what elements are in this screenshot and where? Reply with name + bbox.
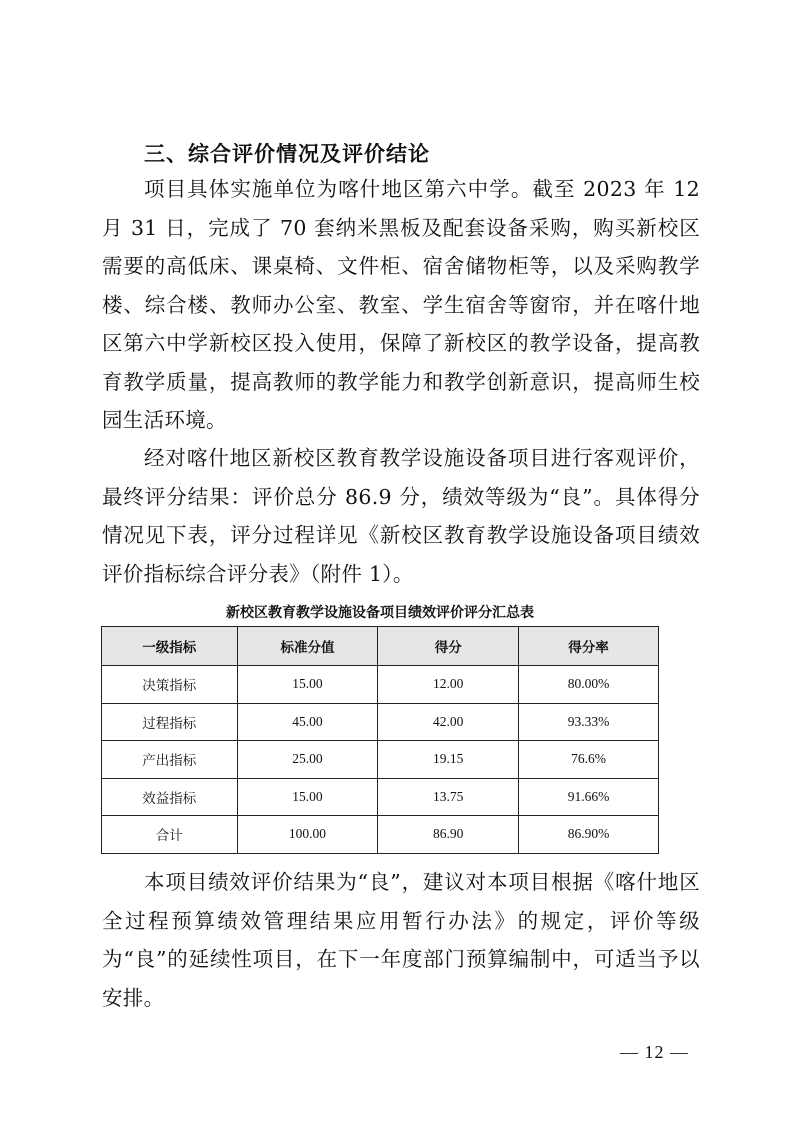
cell-score-rate: 86.90% <box>519 816 659 854</box>
paragraph-project-implementation: 项目具体实施单位为喀什地区第六中学。截至 2023 年 12 月 31 日，完成了 70 套纳米黑板及配套设备采购，购买新校区需要的高低床、课桌椅、文件柜、宿舍储物柜等，以及采购教学楼、综合楼、教师办公室、教室、学生宿舍等窗帘，并在喀什地区第六中学新校区投入使用，保障了新校区的教学设备，提高教育教学质量，提高教师的教学能力和教学创新意识，提高师生校园生活环境。 <box>102 177 700 432</box>
page-number: — 12 — <box>620 1042 689 1062</box>
cell-standard-score: 100.00 <box>237 816 378 854</box>
cell-indicator: 产出指标 <box>102 741 238 779</box>
header-score-rate: 得分率 <box>519 627 659 666</box>
cell-indicator: 过程指标 <box>102 703 238 741</box>
cell-score-rate: 76.6% <box>519 741 659 779</box>
cell-score-rate: 93.33% <box>519 703 659 741</box>
table-row <box>102 666 659 704</box>
cell-indicator: 效益指标 <box>102 778 238 816</box>
header-standard-score: 标准分值 <box>237 627 378 666</box>
header-score: 得分 <box>378 627 519 666</box>
score-summary-table <box>101 626 659 854</box>
paragraph-evaluation-result: 经对喀什地区新校区教育教学设施设备项目进行客观评价，最终评分结果：评价总分 86.9 分，绩效等级为“良”。具体得分情况见下表，评分过程详见《新校区教育教学设施设备项目绩效评价指标综合评分表》（附件 1）。 <box>102 446 700 586</box>
table-row <box>102 741 659 779</box>
cell-score: 86.90 <box>378 816 519 854</box>
section-heading: 三、综合评价情况及评价结论 <box>144 141 430 166</box>
cell-score: 13.75 <box>378 778 519 816</box>
cell-score-rate: 91.66% <box>519 778 659 816</box>
cell-score: 19.15 <box>378 741 519 779</box>
table-row <box>102 703 659 741</box>
cell-indicator: 合计 <box>102 816 238 854</box>
cell-standard-score: 25.00 <box>237 741 378 779</box>
paragraph-recommendation: 本项目绩效评价结果为“良”，建议对本项目根据《喀什地区全过程预算绩效管理结果应用暂行办法》的规定，评价等级为“良”的延续性项目，在下一年度部门预算编制中，可适当予以安排。 <box>102 870 700 1010</box>
cell-standard-score: 45.00 <box>237 703 378 741</box>
cell-standard-score: 15.00 <box>237 778 378 816</box>
cell-score-rate: 80.00% <box>519 666 659 704</box>
table-title: 新校区教育教学设施设备项目绩效评价评分汇总表 <box>226 605 534 621</box>
cell-score: 42.00 <box>378 703 519 741</box>
cell-score: 12.00 <box>378 666 519 704</box>
header-indicator: 一级指标 <box>102 627 238 666</box>
table-total-row <box>102 816 659 854</box>
table-row <box>102 778 659 816</box>
cell-indicator: 决策指标 <box>102 666 238 704</box>
cell-standard-score: 15.00 <box>237 666 378 704</box>
table-header-row <box>102 627 659 666</box>
